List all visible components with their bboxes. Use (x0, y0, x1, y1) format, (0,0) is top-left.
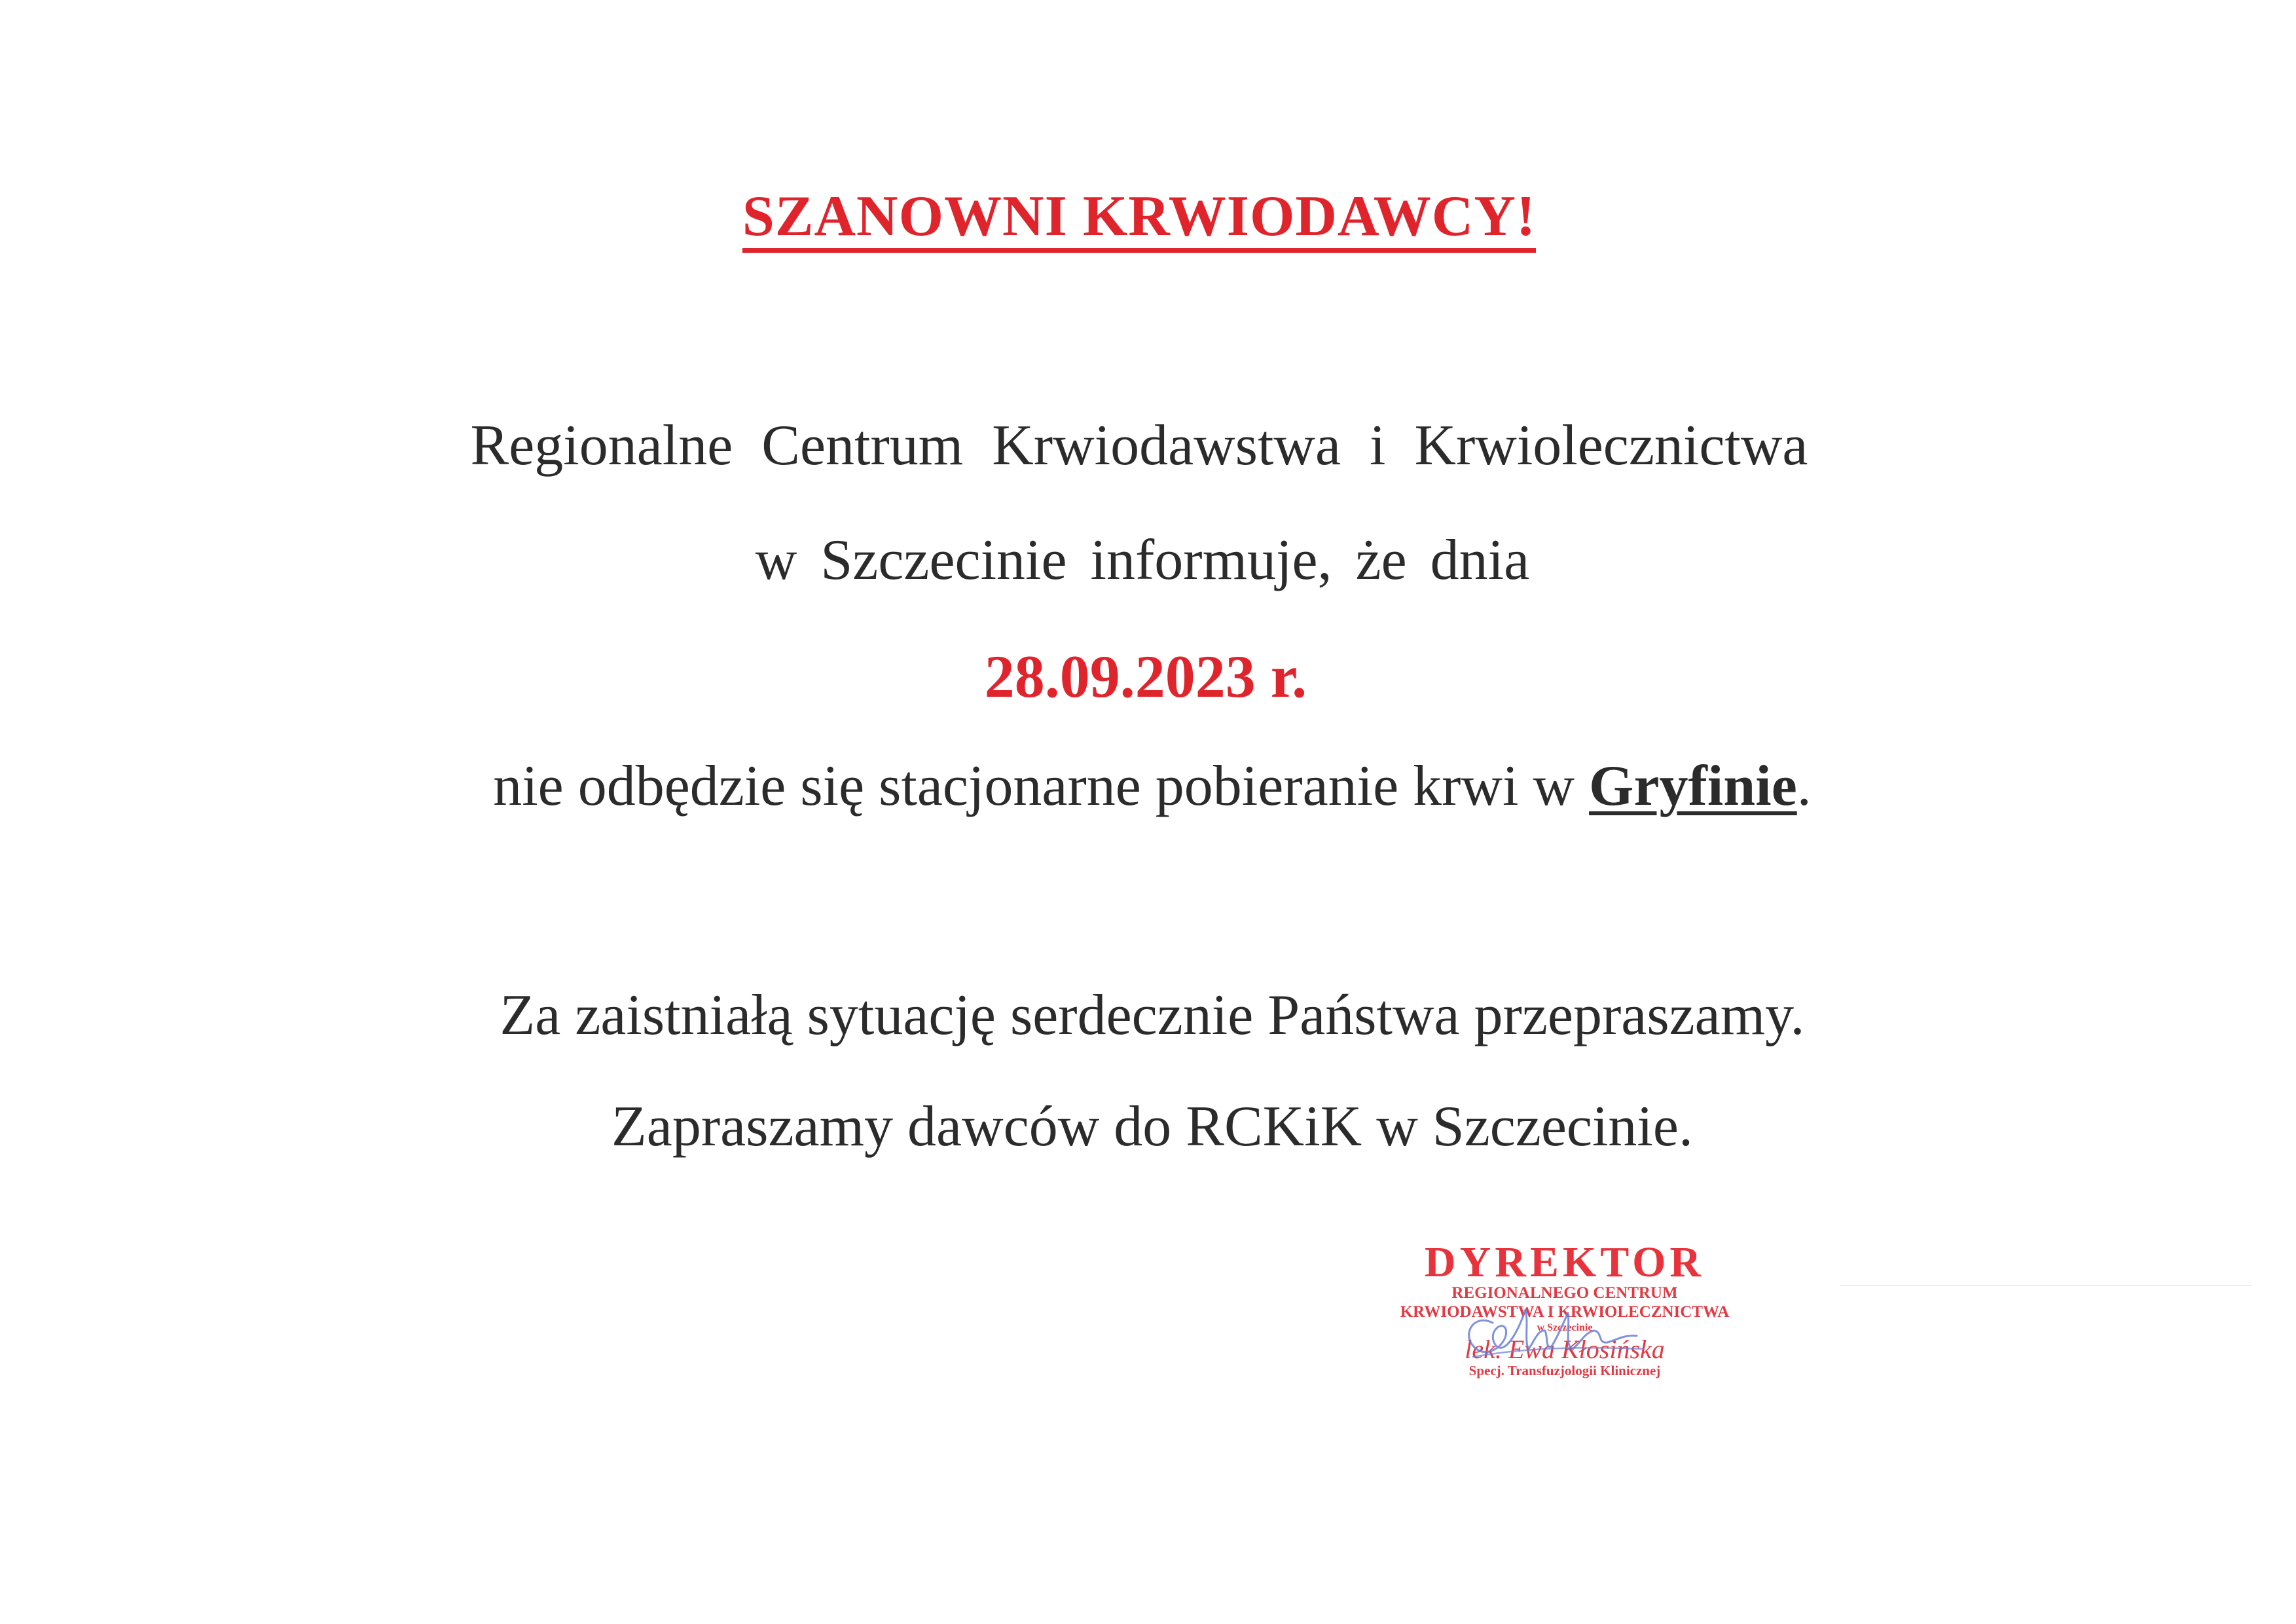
director-stamp (1381, 1238, 1748, 1398)
stamp-name: lek. Ewa Kłosińska (1465, 1334, 1665, 1364)
stamp-line-3: w Szczecinie (1537, 1321, 1593, 1333)
notice-heading (0, 183, 2278, 253)
stamp-title: DYREKTOR (1424, 1238, 1705, 1286)
cancellation-place: Gryfinie (1589, 754, 1797, 818)
stamp-line-2: KRWIODAWSTWA I KRWIOLECZNICTWA (1400, 1302, 1730, 1321)
stamp-specialty: Specj. Transfuzjologii Klinicznej (1468, 1362, 1661, 1378)
notice-apology: Za zaistniałą sytuację serdecznie Państwa przepraszamy. (500, 984, 1805, 1047)
notice-invitation: Zapraszamy dawców do RCKiK w Szczecinie. (611, 1095, 1693, 1158)
notice-heading-text: SZANOWNI KRWIODAWCY! (742, 187, 1536, 253)
cancellation-period: . (1796, 754, 1812, 818)
stamp-line-1: REGIONALNEGO CENTRUM (1451, 1284, 1678, 1302)
notice-line-institution: Regionalne Centrum Krwiodawstwa i Krwiolecznictwa (470, 414, 1808, 477)
scan-artifact-line (1840, 1285, 2252, 1286)
notice-line-informs: w Szczecinie informuje, że dnia (755, 528, 1530, 592)
notice-date: 28.09.2023 r. (984, 643, 1307, 710)
cancellation-text: nie odbędzie się stacjonarne pobieranie krwi w (493, 754, 1590, 818)
notice-line-cancellation (0, 753, 2296, 819)
